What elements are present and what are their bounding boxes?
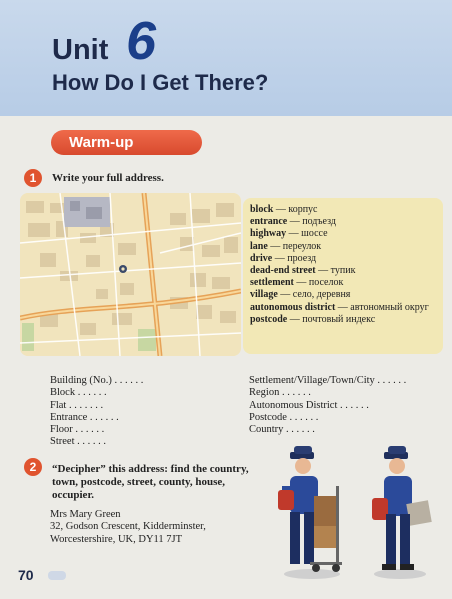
- warmup-heading: Warm-up: [51, 130, 202, 155]
- address-field: Settlement/Village/Town/City . . . . . .: [249, 375, 407, 386]
- task-1-instruction: Write your full address.: [52, 172, 164, 184]
- address-field: Country . . . . . .: [249, 424, 315, 436]
- vocab-item: lane — переулок: [250, 240, 322, 252]
- task-1-badge: 1: [24, 169, 42, 187]
- map-graphic: [20, 193, 241, 356]
- address-field: Postcode . . . . . .: [249, 411, 319, 423]
- address-field: Street . . . . . .: [50, 436, 106, 448]
- address-field: Region . . . . . .: [249, 387, 311, 399]
- address-form-right: [249, 375, 406, 436]
- address-field: Block . . . . . .: [50, 387, 107, 399]
- address-field: Entrance . . . . . .: [50, 411, 119, 423]
- vocab-item: block — корпус: [250, 204, 318, 215]
- page-title: How Do I Get There?: [52, 70, 269, 95]
- vocab-item: autonomous district — автономный округ: [250, 301, 429, 313]
- page-tab-decoration: [48, 571, 66, 580]
- address-field: Floor . . . . . .: [50, 424, 105, 436]
- vocab-item: dead-end street — тупик: [250, 265, 356, 277]
- address-field: Building (No.) . . . . . .: [50, 375, 144, 386]
- task-2-badge: 2: [24, 458, 42, 476]
- map-illustration: [20, 193, 241, 356]
- address-field: Flat . . . . . . .: [50, 399, 104, 411]
- vocab-item: postcode — почтовый индекс: [250, 313, 376, 325]
- vocab-item: drive — проезд: [250, 252, 317, 264]
- vocab-item: village — село, деревня: [250, 289, 351, 301]
- address-field: Autonomous District . . . . . .: [249, 399, 369, 411]
- vocab-item: entrance — подъезд: [250, 216, 336, 228]
- page-number: 70: [18, 567, 34, 583]
- address-line: Worcestershire, UK, DY11 7JT: [50, 533, 183, 545]
- address-line: Mrs Mary Green: [50, 509, 121, 520]
- courier-with-packages-illustration: [276, 446, 356, 585]
- address-line: 32, Godson Crescent, Kidderminster,: [50, 521, 206, 533]
- task-2-instruction: “Decipher” this address: find the country, town, postcode, street, county, house, occupier.: [52, 463, 249, 501]
- vocab-item: settlement — поселок: [250, 277, 344, 289]
- address-form-left: [50, 375, 143, 449]
- vocab-item: highway — шоссе: [250, 228, 328, 240]
- sample-address: [50, 509, 206, 546]
- vocabulary-list: [250, 204, 440, 326]
- courier-with-envelope-illustration: [360, 446, 440, 585]
- unit-number: 6: [126, 11, 157, 71]
- unit-label: Unit: [52, 34, 109, 66]
